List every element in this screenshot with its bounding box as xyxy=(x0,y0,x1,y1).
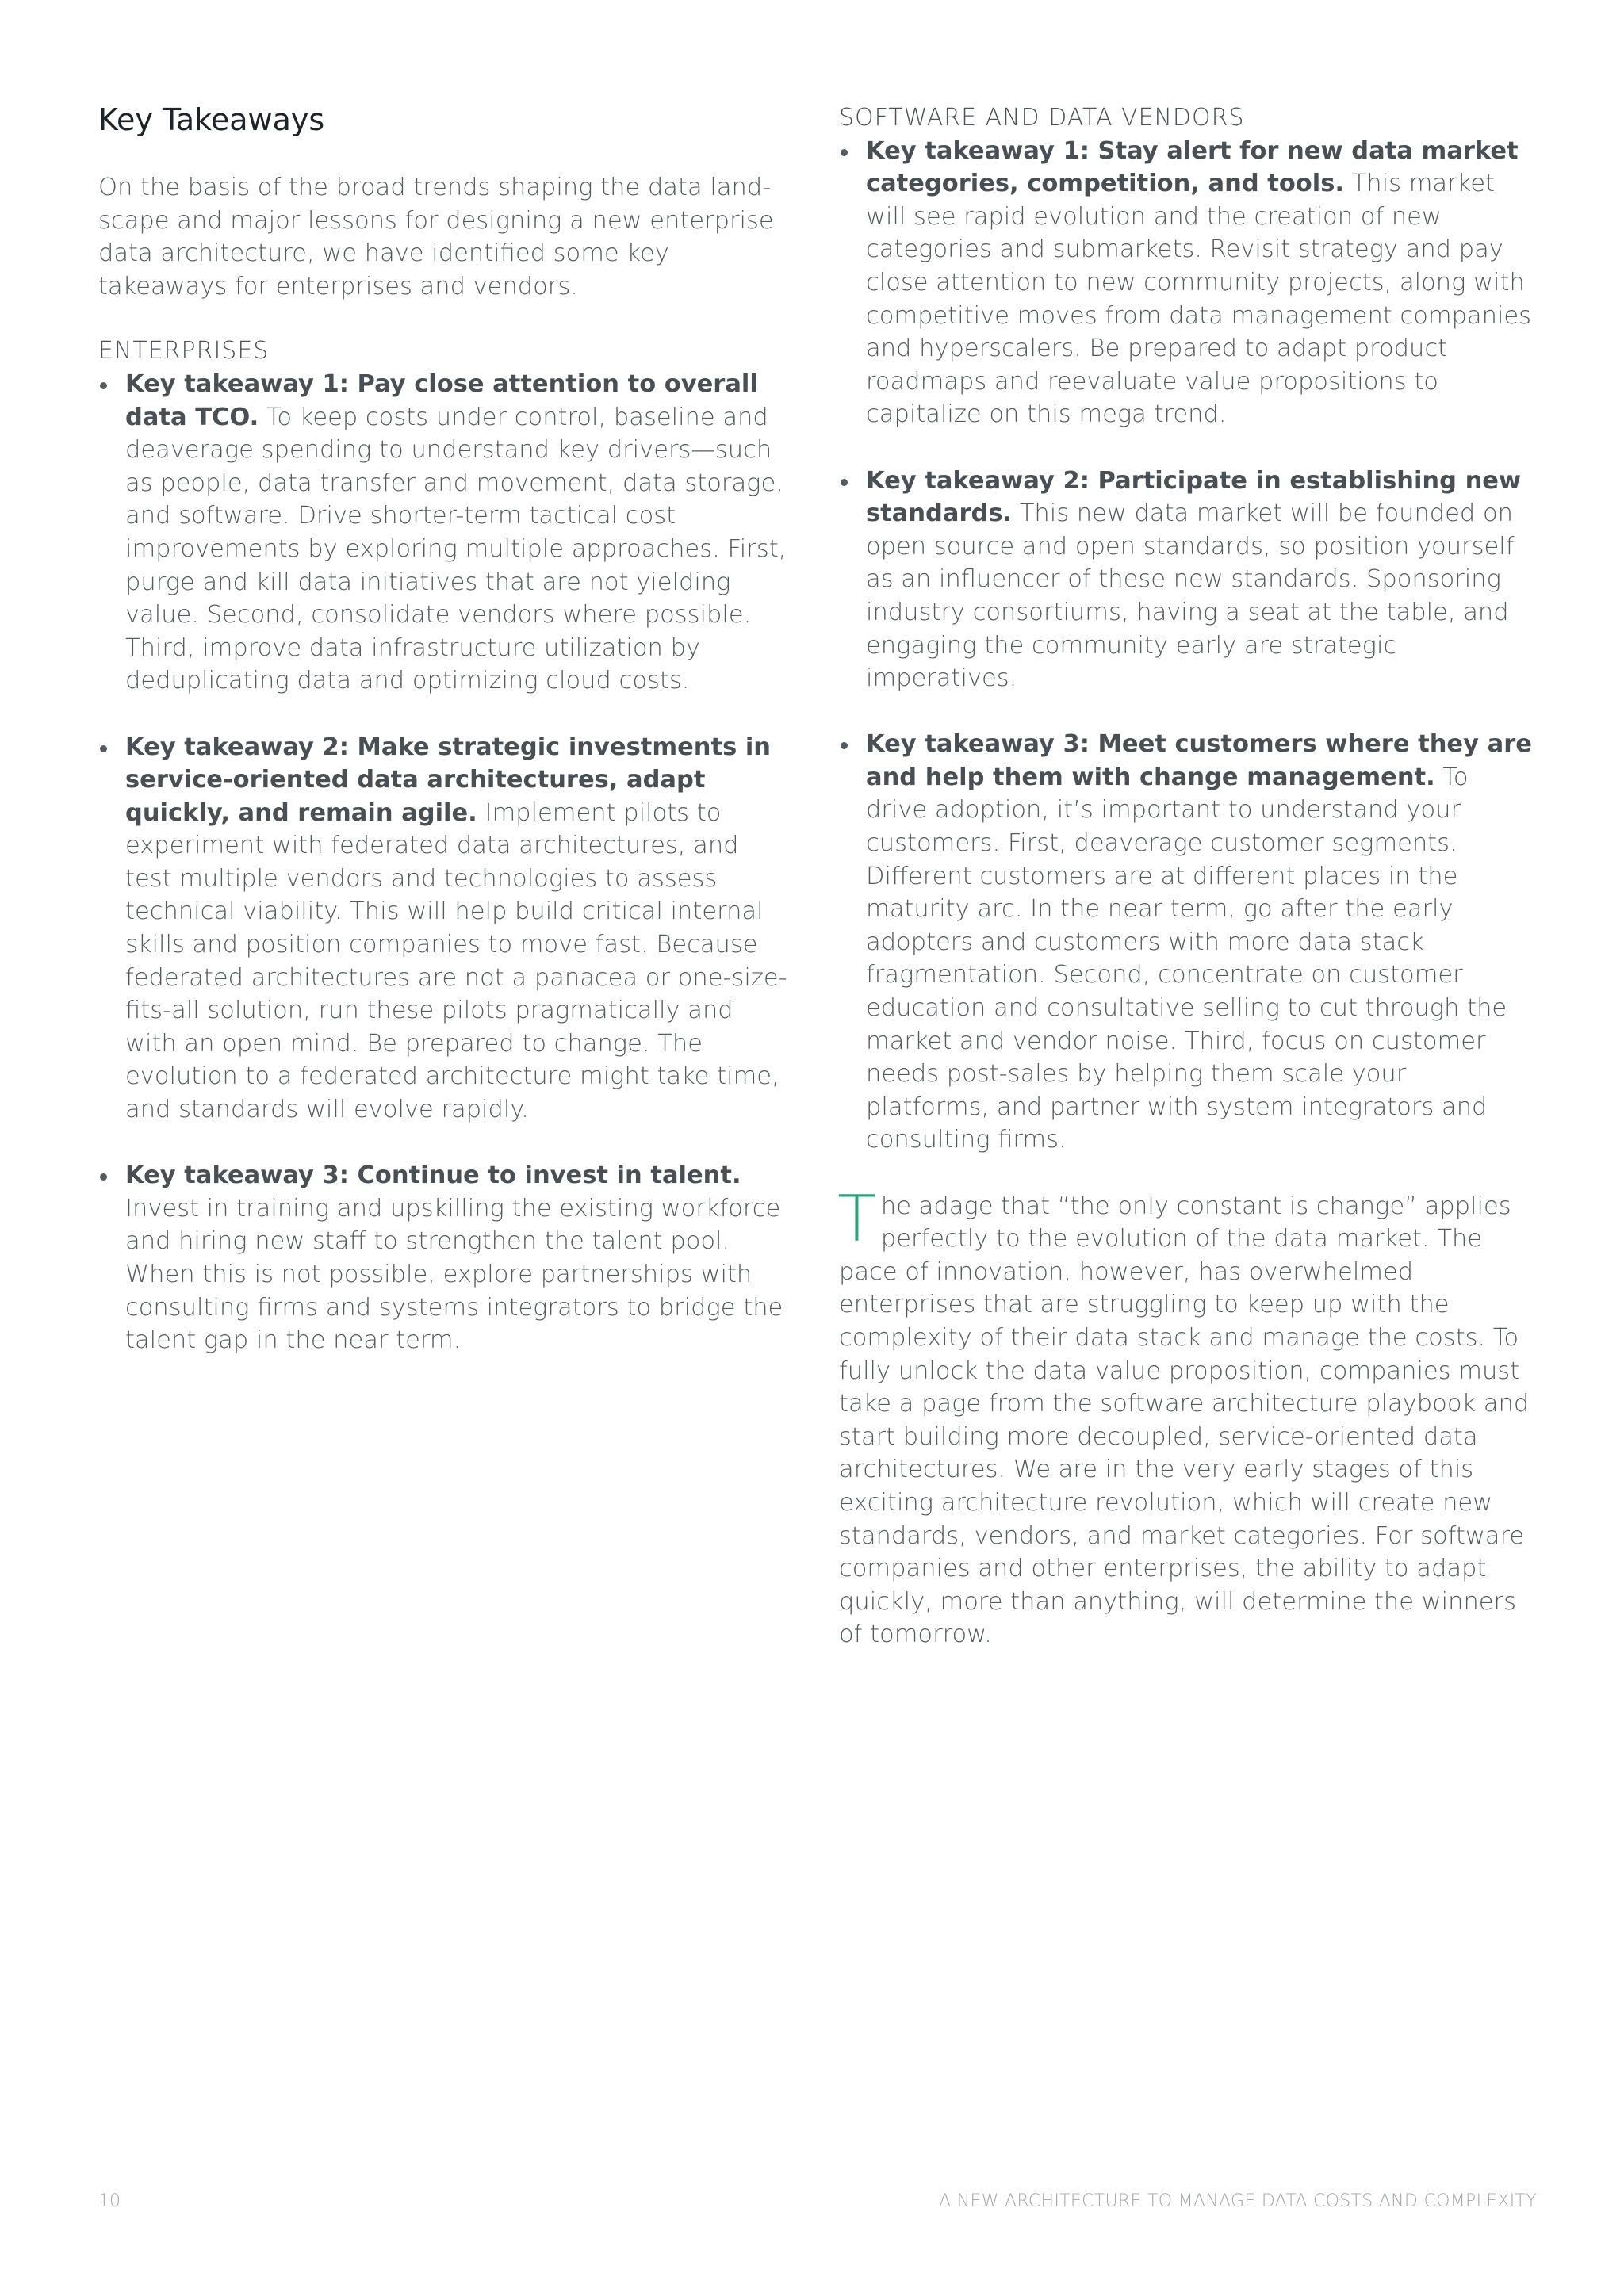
takeaway-body: To keep costs under control, baseline and deaverage spending to understand key drivers—such as people, data transfer and movement, data storage, and software. Drive shorter-term tactical cost improvements by exploring multiple approaches. First, purge and kill data initiatives that are not yielding value. Second, consolidate vendors where possible. Third, improve data infrastructure utilization by deduplicating data and optimizing cloud costs. xyxy=(125,403,787,695)
right-column xyxy=(839,101,1537,1651)
closing-paragraph xyxy=(837,1181,1537,1651)
intro-paragraph: On the basis of the broad trends shaping the data land-scape and major lessons for designing a new enterprise data architecture, we have identified some key takeaways for enterprises and vendors. xyxy=(98,174,774,300)
footer-title: A NEW ARCHITECTURE TO MANAGE DATA COSTS AND COMPLEXITY xyxy=(939,2191,1537,2211)
takeaway-lead: Key takeaway 2: Participate in establishing new standards. xyxy=(866,466,1522,528)
list-item xyxy=(98,368,790,698)
enterprise-takeaways-list xyxy=(98,368,790,1357)
list-item xyxy=(839,465,1537,695)
drop-cap: T xyxy=(837,1181,876,1256)
takeaway-body: Invest in training and upskilling the existing workforce and hiring new staff to strengthen the talent pool. When this is not possible, explore partnerships with consulting firms and systems integrators to bridge the talent gap in the near term. xyxy=(125,1194,783,1355)
list-item xyxy=(839,135,1537,431)
left-column xyxy=(98,101,790,1390)
list-item xyxy=(98,731,790,1127)
page-title: Key Takeaways xyxy=(98,102,325,137)
takeaway-body: To drive adoption, it’s important to understand your customers. First, deaverage customer segments. Different customers are at different places in the maturity arc. In the near term, go after the early adopters and customers with more data stack fragmentation. Second, concentrate on customer education and consultative selling to cut through the market and vendor noise. Third, focus on customer needs post-sales by helping them scale your platforms, and partner with system integrators and consulting firms. xyxy=(866,763,1507,1154)
takeaway-body: This new data market will be founded on open source and open standards, so position yourself as an influencer of these new standards. Sponsoring industry consortiums, having a seat at the table, and engaging the community early are strategic imperatives. xyxy=(866,499,1515,693)
vendor-takeaways-list xyxy=(839,135,1537,1157)
page-number: 10 xyxy=(98,2191,121,2211)
takeaway-lead: Key takeaway 1: Stay alert for new data market categories, competition, and tools. xyxy=(866,136,1519,198)
closing-text: he adage that “the only constant is change” applies perfectly to the evolution of the data market. The pace of innovation, however, has overwhelmed enterprises that are struggling to keep up with the complexity of their data stack and manage the costs. To fully unlock the data value proposition, companies must take a page from the software architecture playbook and start building more decoupled, service-oriented data architectures. We are in the very early stages of this exciting architecture revolution, which will create new standards, vendors, and market categories. For software companies and other enterprises, the ability to adapt quickly, more than anything, will determine the winners of tomorrow. xyxy=(839,1192,1530,1649)
takeaway-lead: Key takeaway 1: Pay close attention to overall data TCO. xyxy=(125,369,758,431)
section-label-vendors: SOFTWARE AND DATA VENDORS xyxy=(839,104,1245,132)
takeaway-lead: Key takeaway 3: Meet customers where they are and help them with change management. xyxy=(866,730,1532,791)
takeaway-lead: Key takeaway 3: Continue to invest in talent. xyxy=(125,1161,741,1190)
list-item xyxy=(98,1159,790,1357)
takeaway-body: This market will see rapid evolution and the creation of new categories and submarkets. Revisit strategy and pay close attention to new community projects, along with competitive moves from data management companies and hyperscalers. Be prepared to adapt product roadmaps and reevaluate value propositions to capitalize on this mega trend. xyxy=(866,170,1532,429)
takeaway-lead: Key takeaway 2: Make strategic investments in service-oriented data architectures, adapt quickly, and remain agile. xyxy=(125,733,772,827)
section-label-enterprises: ENTERPRISES xyxy=(98,337,270,365)
takeaway-body: Implement pilots to experiment with federated data architectures, and test multiple vendors and technologies to assess technical viability. This will help build critical internal skills and position companies to move fast. Because federated architectures are not a panacea or one-size-fits-all solution, run these pilots pragmatically and with an open mind. Be prepared to change. The evolution to a federated architecture might take time, and standards will evolve rapidly. xyxy=(125,798,787,1124)
list-item xyxy=(839,728,1537,1157)
